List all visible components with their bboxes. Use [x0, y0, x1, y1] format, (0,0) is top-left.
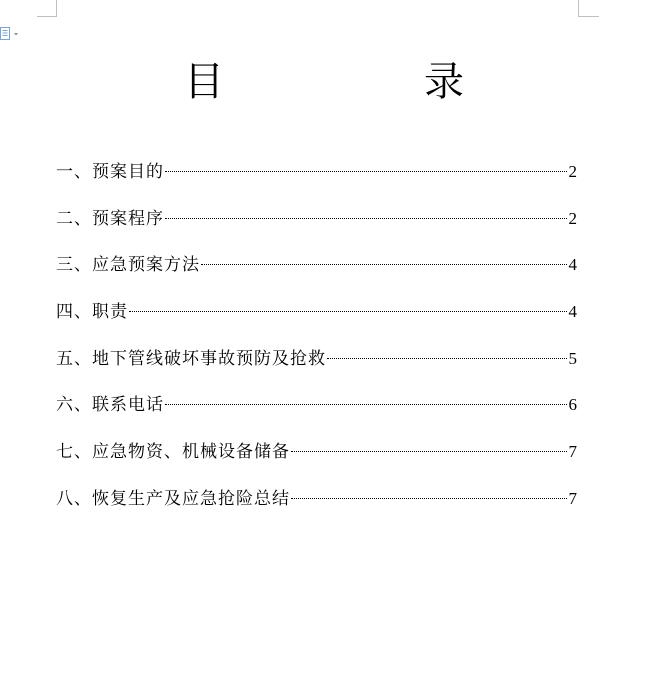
- toc-entry-page-number: 4: [568, 255, 577, 275]
- toc-dot-leader: [165, 404, 567, 405]
- crop-mark-top-right: [578, 0, 599, 17]
- toc-entry[interactable]: [56, 298, 577, 345]
- toc-dot-leader: [327, 358, 567, 359]
- toc-entry[interactable]: [56, 205, 577, 252]
- toc-entry-page-number: 2: [568, 208, 577, 228]
- toc-dot-leader: [129, 311, 567, 312]
- crop-mark-top-left: [37, 0, 57, 17]
- toc-entry[interactable]: [56, 251, 577, 298]
- toc-dot-leader: [291, 498, 567, 499]
- paste-options-icon[interactable]: [0, 26, 22, 40]
- toc-entry-page-number: 2: [568, 162, 577, 181]
- toc-entry-page-number: 6: [568, 395, 577, 415]
- toc-entry-page-number: 5: [568, 348, 577, 368]
- toc-entry-label: 二、预案程序: [56, 208, 164, 229]
- toc-entry[interactable]: [56, 391, 577, 438]
- toc-entry-label: 六、联系电话: [56, 395, 164, 416]
- toc-dot-leader: [201, 264, 567, 265]
- toc-entry-label: 八、恢复生产及应急抢险总结: [56, 488, 290, 509]
- toc-dot-leader: [291, 451, 567, 452]
- toc-entry-label: 七、应急物资、机械设备储备: [56, 442, 290, 463]
- toc-entry-page-number: 4: [568, 302, 577, 322]
- toc-entry[interactable]: [56, 438, 577, 485]
- toc-entry[interactable]: [56, 485, 577, 532]
- toc-entry-label: 三、应急预案方法: [56, 255, 200, 276]
- toc-entry-label: 五、地下管线破坏事故预防及抢救: [56, 348, 326, 369]
- toc-entry-label: 四、职责: [56, 302, 128, 323]
- toc-entry-label: 一、预案目的: [56, 162, 164, 182]
- toc-title: 目 录: [184, 59, 544, 105]
- toc-dot-leader: [165, 218, 567, 219]
- table-of-contents: [56, 158, 577, 532]
- toc-entry[interactable]: [56, 158, 577, 205]
- toc-entry[interactable]: [56, 345, 577, 392]
- toc-entry-page-number: 7: [568, 488, 577, 508]
- toc-entry-page-number: 7: [568, 442, 577, 462]
- toc-dot-leader: [165, 171, 567, 172]
